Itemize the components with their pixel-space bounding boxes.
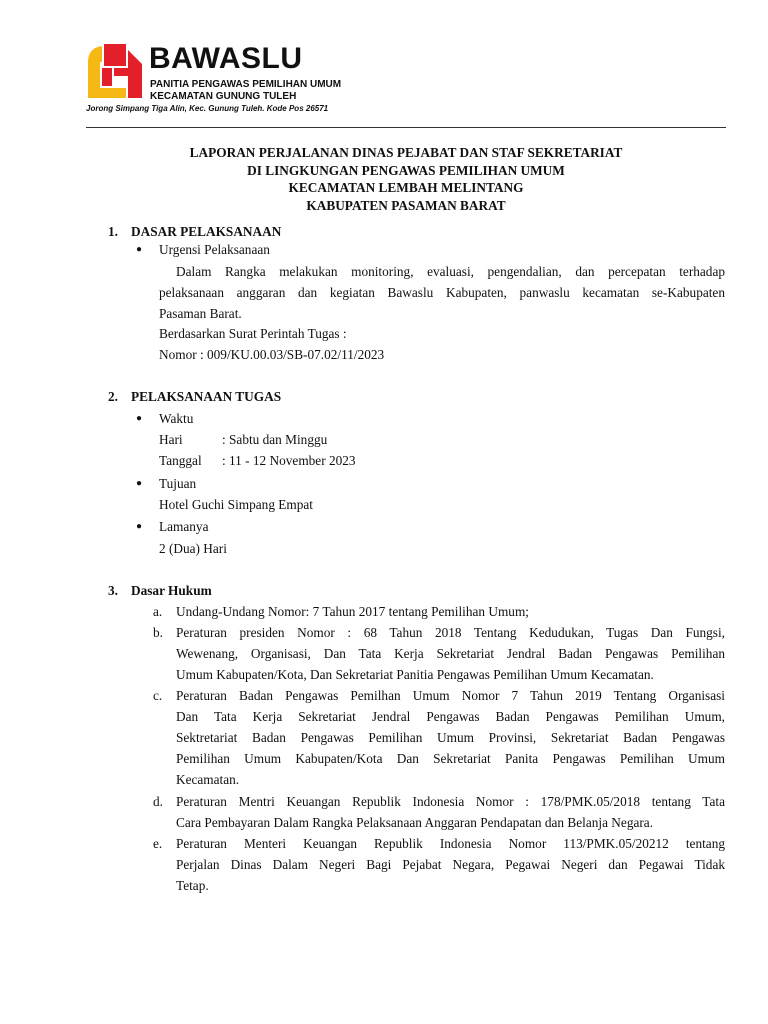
legal-basis-d-line-2: Cara Pembayaran Dalam Rangka Pelaksanaan Anggaran Pendapatan dan Belanja Negara. — [176, 815, 654, 830]
bawaslu-logo-icon — [86, 42, 144, 100]
legal-basis-a-line-1: Undang-Undang Nomor: 7 Tahun 2017 tentang Pemilihan Umum; — [176, 604, 529, 619]
waktu-label: Waktu — [159, 411, 194, 426]
section-2-number: 2. — [108, 389, 118, 404]
legal-basis-c-line-2: Dan Tata Kerja Sekretariat Jendral Pengawas Badan Pengawas Pemilihan Umum, — [176, 709, 725, 724]
list-marker-d: d. — [153, 794, 163, 809]
title-line-1: LAPORAN PERJALANAN DINAS PEJABAT DAN STAF SEKRETARIAT — [189, 145, 623, 160]
legal-basis-e-line-1: Peraturan Menteri Keuangan Republik Indonesia Nomor 113/PMK.05/20212 tentang — [176, 836, 725, 851]
section-1-para-line-3: Pasaman Barat. — [159, 306, 242, 321]
section-3-heading: Dasar Hukum — [131, 583, 212, 598]
hari-label: Hari — [159, 432, 183, 447]
lamanya-value: 2 (Dua) Hari — [159, 541, 227, 556]
list-marker-b: b. — [153, 625, 163, 640]
title-line-3: KECAMATAN LEMBAH MELINTANG — [288, 180, 524, 195]
bullet-icon: ● — [136, 244, 143, 255]
title-line-4: KABUPATEN PASAMAN BARAT — [306, 197, 506, 213]
legal-basis-c-line-1: Peraturan Badan Pengawas Pemilhan Umum Nomor 7 Tahun 2019 Tentang Organisasi — [176, 688, 725, 703]
title-line-2: DI LINGKUNGAN PENGAWAS PEMILIHAN UMUM — [247, 162, 565, 178]
legal-basis-b-line-3: Umum Kabupaten/Kota, Dan Sekretariat Panitia Pengawas Pemilihan Umum Kecamatan. — [176, 667, 654, 682]
section-1-basis: Berdasarkan Surat Perintah Tugas : — [159, 326, 347, 341]
tujuan-label: Tujuan — [159, 476, 197, 491]
tujuan-value: Hotel Guchi Simpang Empat — [159, 497, 313, 512]
section-3-number: 3. — [108, 583, 118, 598]
section-1-para-line-2: pelaksanaan anggaran dan kegiatan Bawaslu Kabupaten, panwaslu kecamatan se-Kabupaten — [159, 285, 725, 300]
legal-basis-c-line-5: Kecamatan. — [176, 772, 240, 787]
org-line-1: PANITIA PENGAWAS PEMILIHAN UMUM — [150, 79, 342, 90]
legal-basis-d-line-1: Peraturan Mentri Keuangan Republik Indonesia Nomor : 178/PMK.05/2018 tentang Tata — [176, 794, 725, 809]
legal-basis-c-line-4: Pemilihan Umum Kabupaten/Kota Dan Sekretariat Panita Pengawas Pemilihan Umum — [176, 751, 725, 766]
org-address: Jorong Simpang Tiga Alin, Kec. Gunung Tuleh. Kode Pos 26571 — [86, 104, 329, 113]
section-1-nomor: Nomor : 009/KU.00.03/SB-07.02/11/2023 — [159, 347, 385, 362]
list-marker-a: a. — [153, 604, 163, 619]
list-marker-c: c. — [153, 688, 163, 703]
legal-basis-b-line-2: Wewenang, Organisasi, Dan Tata Kerja Sekretariat Jendral Badan Pengawas Pemilihan — [176, 646, 725, 661]
brand-name: BAWASLU — [149, 42, 303, 75]
section-1-heading: DASAR PELAKSANAAN — [131, 224, 282, 239]
legal-basis-e-line-3: Tetap. — [176, 878, 209, 893]
legal-basis-c-line-3: Sektretariat Badan Pengawas Pemilihan Umum Provinsi, Sekretariat Badan Pengawas — [176, 730, 725, 745]
legal-basis-b-line-1: Peraturan presiden Nomor : 68 Tahun 2018 Tentang Kedudukan, Tugas Dan Fungsi, — [176, 625, 725, 640]
tanggal-value: : 11 - 12 November 2023 — [222, 453, 356, 468]
bullet-icon: ● — [136, 478, 143, 489]
legal-basis-e-line-2: Perjalan Dinas Dalam Negeri Bagi Pejabat Negara, Pegawai Negeri dan Pegawai Tidak — [176, 857, 725, 872]
tanggal-label: Tanggal — [159, 453, 202, 468]
document-title — [0, 144, 768, 214]
section-1-para-line-1: Dalam Rangka melakukan monitoring, evaluasi, pengendalian, dan percepatan terhadap — [176, 264, 725, 279]
header-divider — [86, 127, 726, 128]
bullet-icon: ● — [136, 413, 143, 424]
section-2-heading: PELAKSANAAN TUGAS — [131, 389, 282, 404]
hari-value: : Sabtu dan Minggu — [222, 432, 328, 447]
bullet-icon: ● — [136, 521, 143, 532]
section-1-bullet: Urgensi Pelaksanaan — [159, 242, 270, 257]
list-marker-e: e. — [153, 836, 163, 851]
lamanya-label: Lamanya — [159, 519, 209, 534]
section-1-number: 1. — [108, 224, 118, 239]
org-line-2: KECAMATAN GUNUNG TULEH — [150, 91, 297, 102]
